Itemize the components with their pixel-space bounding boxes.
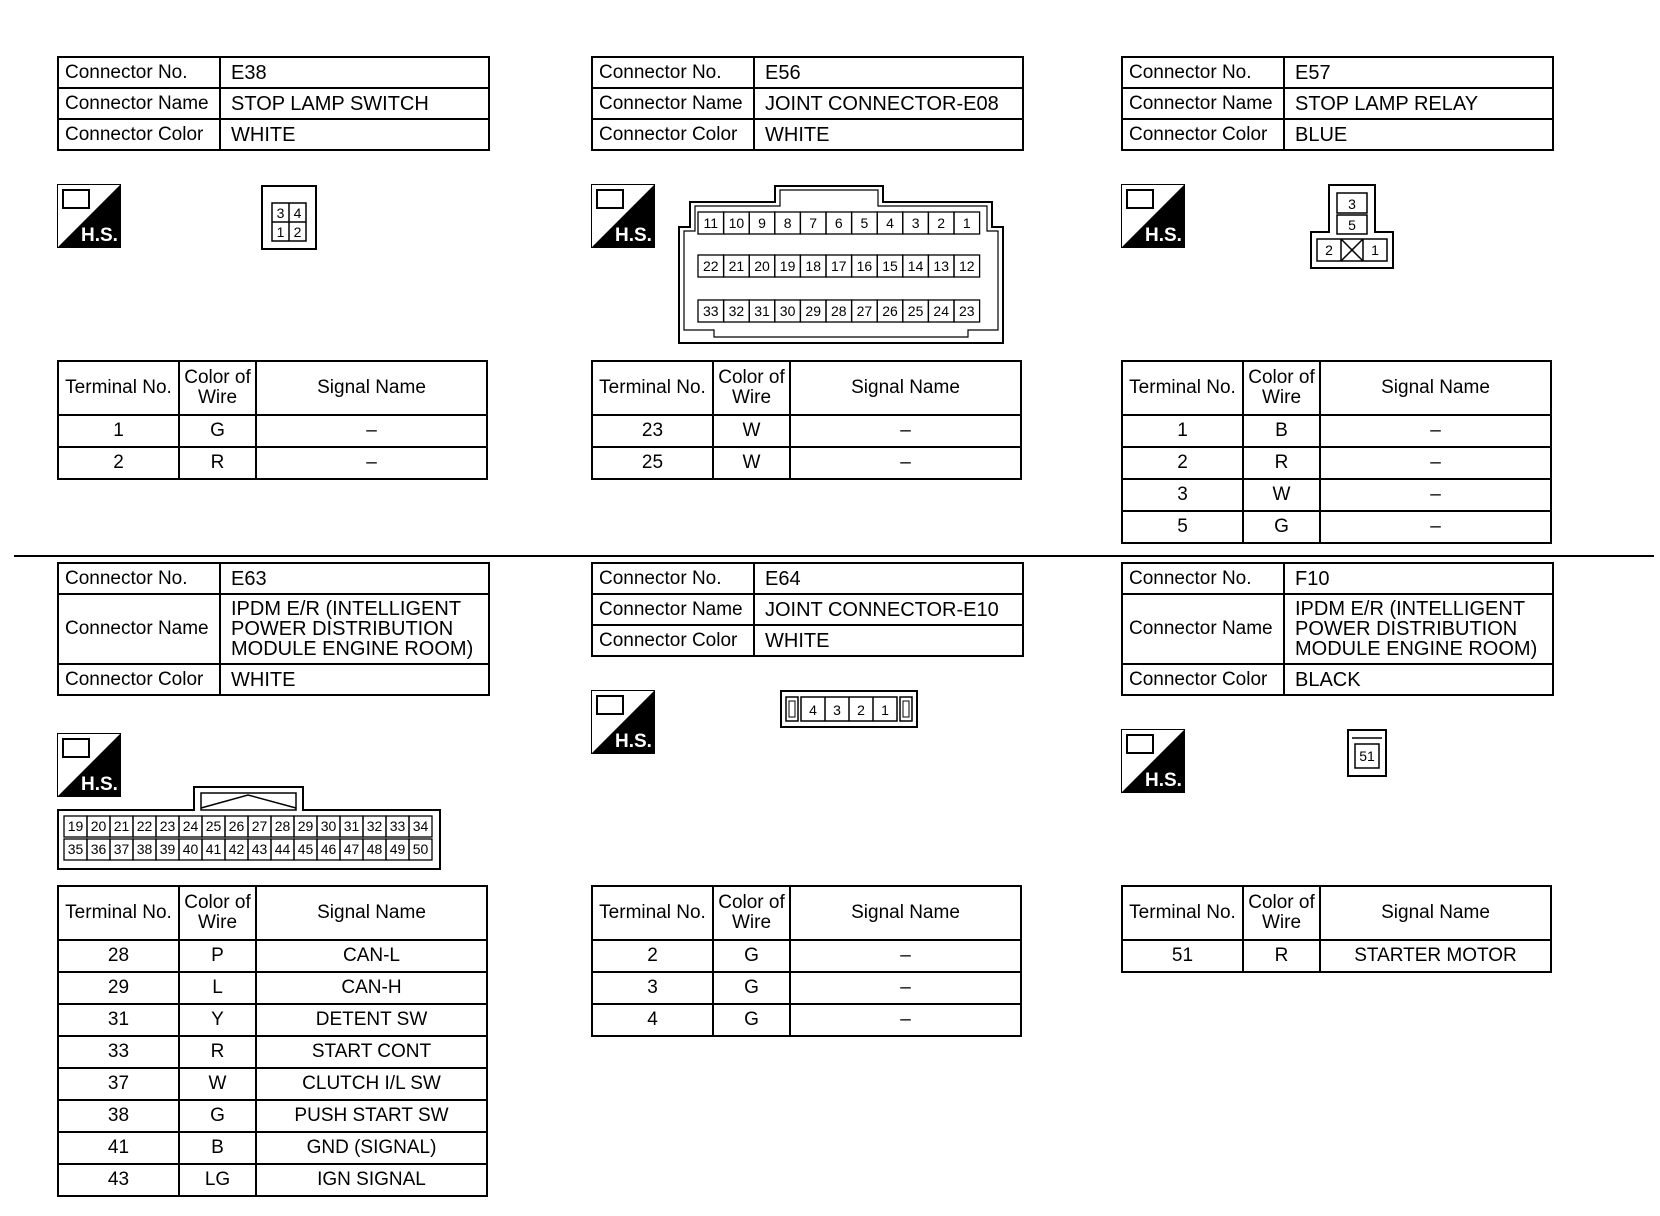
pin-30: 30: [320, 817, 337, 834]
table-row: 2 G –: [592, 940, 1021, 972]
connector-info-e63: [57, 562, 490, 696]
connector-info-e38: [57, 56, 490, 151]
wire-color-header: Color of Wire: [1243, 886, 1320, 940]
pin-40: 40: [182, 840, 199, 857]
connector-name-value: JOINT CONNECTOR-E08: [754, 88, 1023, 119]
svg-text:H.S.: H.S.: [1145, 770, 1182, 791]
pin-25: 25: [907, 303, 924, 320]
pin-13: 13: [933, 258, 949, 275]
pin-1: 1: [962, 215, 971, 232]
terminal-no-header: Terminal No.: [592, 361, 713, 415]
connector-color-value: WHITE: [220, 119, 489, 150]
wire-color-header: Color of Wire: [713, 361, 790, 415]
connector-color-label: Connector Color: [1122, 664, 1284, 695]
signal-name-header: Signal Name: [790, 886, 1021, 940]
signal-name-header: Signal Name: [790, 361, 1021, 415]
pin-19: 19: [779, 258, 796, 275]
pin-2: 2: [937, 215, 946, 232]
connector-no-label: Connector No.: [58, 57, 220, 88]
table-row: 2 R –: [1122, 447, 1551, 479]
pin-14: 14: [907, 258, 924, 275]
connector-name-label: Connector Name: [58, 594, 220, 664]
terminal-no-header: Terminal No.: [58, 361, 179, 415]
connector-color-value: WHITE: [754, 625, 1023, 656]
pin-3: 3: [911, 215, 920, 232]
connector-name-value: STOP LAMP SWITCH: [220, 88, 489, 119]
pin-28: 28: [831, 303, 847, 320]
connector-color-value: WHITE: [754, 119, 1023, 150]
pin-45: 45: [297, 840, 314, 857]
table-row: 51 R STARTER MOTOR: [1122, 940, 1551, 972]
table-row: 43 LG IGN SIGNAL: [58, 1164, 487, 1196]
table-row: 1 G –: [58, 415, 487, 447]
terminal-table-e56: [591, 360, 1022, 480]
pin-37: 37: [113, 840, 130, 857]
connector-no-value: E64: [754, 563, 1023, 594]
hs-icon: [591, 690, 655, 754]
connector-info-e64: [591, 562, 1024, 657]
pin-46: 46: [320, 840, 337, 857]
connector-no-value: E56: [754, 57, 1023, 88]
pin-23: 23: [159, 817, 176, 834]
table-row: 41 B GND (SIGNAL): [58, 1132, 487, 1164]
pin-21: 21: [728, 258, 745, 275]
pin-4: 4: [809, 702, 817, 718]
pin-33: 33: [703, 303, 719, 320]
wire-color-header: Color of Wire: [713, 886, 790, 940]
connector-no-label: Connector No.: [1122, 563, 1284, 594]
pin-27: 27: [251, 817, 268, 834]
table-row: 25 W –: [592, 447, 1021, 479]
pin-41: 41: [205, 840, 222, 857]
connector-info-e56: [591, 56, 1024, 151]
pin-51: 51: [1359, 748, 1375, 764]
pin-31: 31: [343, 817, 360, 834]
pin-50: 50: [412, 840, 429, 857]
pin-4: 4: [293, 205, 302, 221]
connector-color-label: Connector Color: [1122, 119, 1284, 150]
connector-name-label: Connector Name: [592, 88, 754, 119]
connector-face-e57: [1310, 184, 1395, 270]
connector-face-f10: [1347, 729, 1387, 777]
pin-48: 48: [366, 840, 383, 857]
pin-19: 19: [67, 817, 84, 834]
connector-name-label: Connector Name: [1122, 88, 1284, 119]
connector-name-value: JOINT CONNECTOR-E10: [754, 594, 1023, 625]
wire-color-header: Color of Wire: [1243, 361, 1320, 415]
connector-name-value: STOP LAMP RELAY: [1284, 88, 1553, 119]
table-row: 29 L CAN-H: [58, 972, 487, 1004]
pin-1: 1: [276, 224, 285, 240]
pin-25: 25: [205, 817, 222, 834]
table-row: 5 G –: [1122, 511, 1551, 543]
pin-22: 22: [136, 817, 153, 834]
pin-20: 20: [90, 817, 107, 834]
terminal-table-e38: [57, 360, 488, 480]
table-row: 3 W –: [1122, 479, 1551, 511]
wire-color-header: Color of Wire: [179, 361, 256, 415]
connector-no-value: E63: [220, 563, 489, 594]
terminal-table-e57: [1121, 360, 1552, 544]
connector-no-value: F10: [1284, 563, 1553, 594]
pin-3: 3: [1348, 196, 1356, 212]
pin-9: 9: [758, 215, 766, 232]
table-row: 33 R START CONT: [58, 1036, 487, 1068]
pin-42: 42: [228, 840, 245, 857]
table-row: 3 G –: [592, 972, 1021, 1004]
pin-24: 24: [933, 303, 949, 320]
table-row: 1 B –: [1122, 415, 1551, 447]
pin-20: 20: [754, 258, 770, 275]
connector-name-label: Connector Name: [1122, 594, 1284, 664]
connector-name-label: Connector Name: [592, 594, 754, 625]
svg-text:H.S.: H.S.: [615, 225, 652, 246]
pin-24: 24: [182, 817, 199, 834]
pin-33: 33: [389, 817, 406, 834]
pin-5: 5: [1348, 217, 1356, 233]
pin-43: 43: [251, 840, 268, 857]
pin-3: 3: [833, 702, 841, 718]
pin-7: 7: [809, 215, 818, 232]
pin-39: 39: [159, 840, 176, 857]
connector-no-label: Connector No.: [1122, 57, 1284, 88]
connector-no-value: E57: [1284, 57, 1553, 88]
pin-4: 4: [886, 215, 894, 232]
connector-face-e63: [57, 786, 441, 870]
table-row: 23 W –: [592, 415, 1021, 447]
pin-49: 49: [389, 840, 406, 857]
pin-38: 38: [136, 840, 153, 857]
connector-color-value: BLUE: [1284, 119, 1553, 150]
pin-12: 12: [959, 258, 975, 275]
connector-color-value: BLACK: [1284, 664, 1553, 695]
terminal-no-header: Terminal No.: [592, 886, 713, 940]
connector-color-label: Connector Color: [592, 625, 754, 656]
pin-31: 31: [754, 303, 770, 320]
pin-22: 22: [703, 258, 719, 275]
connector-info-e57: [1121, 56, 1554, 151]
pin-32: 32: [366, 817, 383, 834]
hs-icon: [1121, 184, 1185, 248]
pin-5: 5: [860, 215, 869, 232]
pin-28: 28: [274, 817, 291, 834]
table-row: 4 G –: [592, 1004, 1021, 1036]
hs-icon: [591, 184, 655, 248]
connector-no-label: Connector No.: [592, 563, 754, 594]
connector-face-e64: [780, 690, 918, 728]
pin-44: 44: [274, 840, 291, 857]
connector-color-value: WHITE: [220, 664, 489, 695]
terminal-no-header: Terminal No.: [1122, 361, 1243, 415]
pin-1: 1: [1371, 242, 1379, 258]
terminal-table-f10: [1121, 885, 1552, 973]
pin-10: 10: [728, 215, 745, 232]
pin-1: 1: [881, 702, 889, 718]
connector-color-label: Connector Color: [58, 119, 220, 150]
table-row: 2 R –: [58, 447, 487, 479]
pin-29: 29: [805, 303, 821, 320]
connector-no-label: Connector No.: [592, 57, 754, 88]
table-row: 31 Y DETENT SW: [58, 1004, 487, 1036]
table-row: 28 P CAN-L: [58, 940, 487, 972]
pin-35: 35: [67, 840, 84, 857]
connector-name-value: IPDM E/R (INTELLIGENT POWER DISTRIBUTION MODULE ENGINE ROOM): [220, 594, 489, 664]
svg-text:H.S.: H.S.: [81, 774, 118, 795]
pin-17: 17: [831, 258, 847, 275]
connector-face-e56: [678, 185, 1004, 345]
connector-color-label: Connector Color: [592, 119, 754, 150]
hs-label: H.S.: [81, 225, 118, 246]
signal-name-header: Signal Name: [1320, 886, 1551, 940]
pin-27: 27: [856, 303, 873, 320]
connector-name-label: Connector Name: [58, 88, 220, 119]
pin-3: 3: [276, 205, 285, 221]
wire-color-header: Color of Wire: [179, 886, 256, 940]
pin-32: 32: [728, 303, 745, 320]
terminal-no-header: Terminal No.: [58, 886, 179, 940]
connector-no-value: E38: [220, 57, 489, 88]
pin-26: 26: [882, 303, 898, 320]
pin-16: 16: [856, 258, 873, 275]
pin-30: 30: [779, 303, 796, 320]
pin-47: 47: [343, 840, 360, 857]
signal-name-header: Signal Name: [256, 361, 487, 415]
signal-name-header: Signal Name: [1320, 361, 1551, 415]
pin-23: 23: [959, 303, 975, 320]
pin-11: 11: [703, 215, 719, 232]
connector-name-value: IPDM E/R (INTELLIGENT POWER DISTRIBUTION MODULE ENGINE ROOM): [1284, 594, 1553, 664]
pin-15: 15: [882, 258, 898, 275]
table-row: 38 G PUSH START SW: [58, 1100, 487, 1132]
connector-face-e38: [261, 185, 317, 250]
pin-18: 18: [805, 258, 821, 275]
pin-2: 2: [293, 224, 302, 240]
table-row: 37 W CLUTCH I/L SW: [58, 1068, 487, 1100]
signal-name-header: Signal Name: [256, 886, 487, 940]
pin-21: 21: [113, 817, 130, 834]
pin-26: 26: [228, 817, 245, 834]
svg-text:H.S.: H.S.: [615, 731, 652, 752]
pin-6: 6: [834, 215, 843, 232]
terminal-table-e64: [591, 885, 1022, 1037]
pin-36: 36: [90, 840, 107, 857]
section-divider: [14, 555, 1654, 557]
connector-color-label: Connector Color: [58, 664, 220, 695]
pin-34: 34: [412, 817, 429, 834]
terminal-no-header: Terminal No.: [1122, 886, 1243, 940]
hs-icon: [1121, 729, 1185, 793]
pin-8: 8: [783, 215, 792, 232]
pin-29: 29: [297, 817, 314, 834]
svg-text:H.S.: H.S.: [1145, 225, 1182, 246]
connector-info-f10: [1121, 562, 1554, 696]
pin-2: 2: [857, 702, 865, 718]
pin-2: 2: [1325, 242, 1333, 258]
connector-no-label: Connector No.: [58, 563, 220, 594]
hs-icon: [57, 184, 121, 248]
terminal-table-e63: [57, 885, 488, 1197]
